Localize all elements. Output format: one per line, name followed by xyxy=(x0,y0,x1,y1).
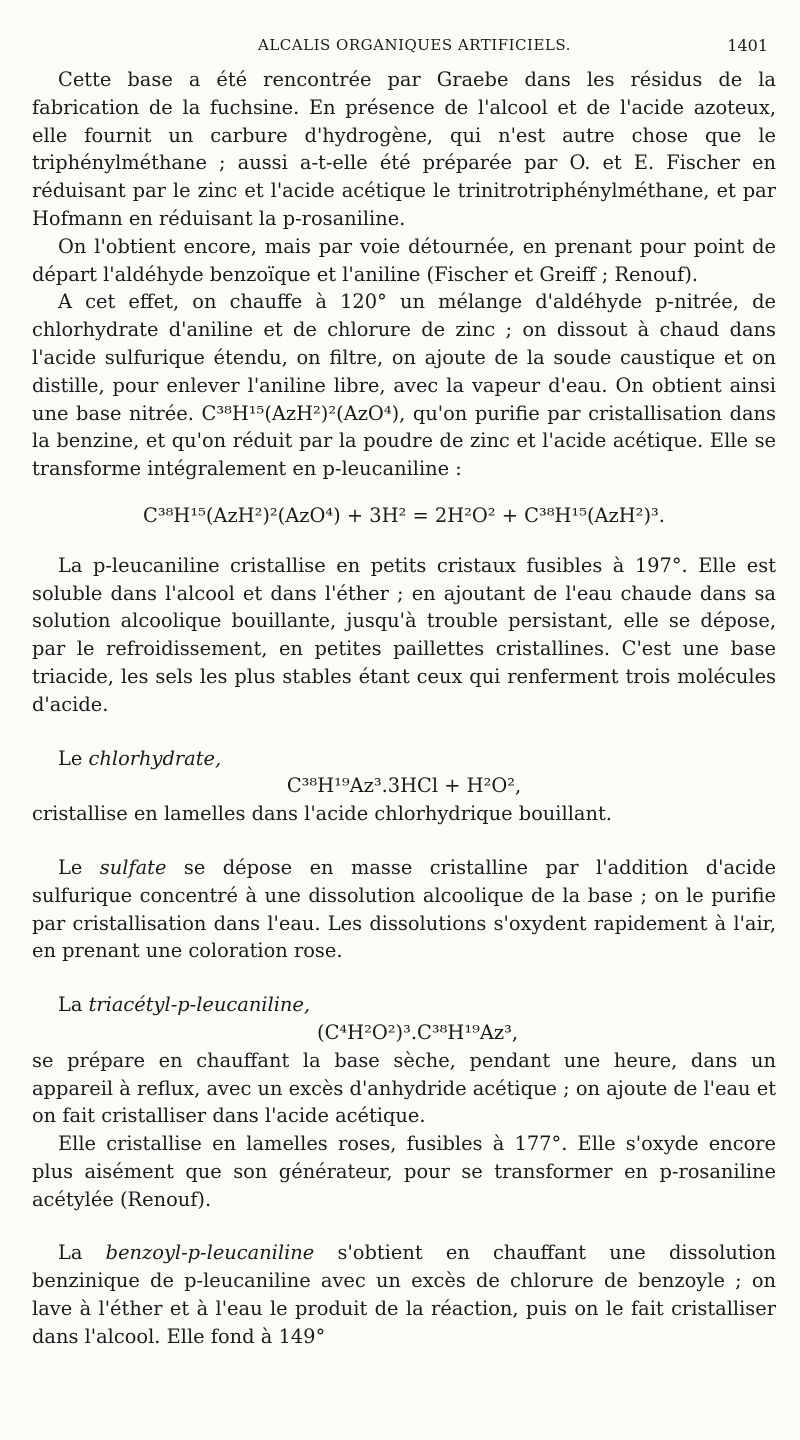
benzoyl-tail: s'obtient en chauffant une dissolution benzinique de p-leucaniline avec un excès de chlorure de benzoyle ; on lave à l'éther et à l'eau le produit de la réaction, puis on le fait cristalliser dans l'alcool. Elle fond à 149° xyxy=(32,1241,776,1348)
running-title: ALCALIS ORGANIQUES ARTIFICIELS. xyxy=(258,36,571,54)
chlorhydrate-lead: Le xyxy=(58,746,89,770)
body-text xyxy=(32,66,776,1351)
formula-triacetyl: (C⁴H²O²)³.C³⁸H¹⁹Az³, xyxy=(317,1020,519,1044)
paragraph-sulfate xyxy=(32,854,776,965)
paragraph-preparation: A cet effet, on chauffe à 120° un mélange d'aldéhyde p-nitrée, de chlorhydrate d'aniline et de chlorure de zinc ; on dissout à chaud dans l'acide sulfurique étendu, on filtre, on ajoute de la soude caustique et on distille, pour enlever l'aniline libre, avec la vapeur d'eau. On obtient ainsi une base nitrée. C³⁸H¹⁵(AzH²)²(AzO⁴), qu'on purifie par cristallisation dans la benzine, et qu'on réduit par la poudre de zinc et l'acide acétique. Elle se transforme intégralement en p-leucaniline : xyxy=(32,290,776,481)
sulfate-lead: Le xyxy=(58,855,100,879)
sulfate-term: sulfate xyxy=(99,855,167,879)
sulfate-tail: se dépose en masse cristalline par l'addition d'acide sulfurique concentré à une dissolution alcoolique de la base ; on le purifie par cristallisation dans l'eau. Les dissolutions s'oxydent rapidement à l'air, en prenant une coloration rose. xyxy=(32,855,777,963)
chlorhydrate-term: chlorhydrate, xyxy=(88,746,222,770)
paragraph-benzoyl xyxy=(32,1239,776,1350)
benzoyl-lead: La xyxy=(58,1241,106,1265)
triacetyl-lead: La xyxy=(58,993,89,1017)
page-number: 1401 xyxy=(727,36,768,55)
page-header xyxy=(0,36,800,60)
paragraph-triacetyl-lead xyxy=(32,991,776,1019)
paragraph-graebe: Cette base a été rencontrée par Graebe dans les résidus de la fabrication de la fuchsine. En présence de l'alcool et de l'acide azoteux, elle fournit un carbure d'hydrogène, qui n'est autre chose que le triphénylméthane ; aussi a-t-elle été préparée par O. et E. Fischer en réduisant par le zinc et l'acide acétique le trinitrotriphénylméthane, et par Hofmann en réduisant la p-rosaniline. xyxy=(32,68,776,230)
paragraph-triacetyl-properties: Elle cristallise en lamelles roses, fusibles à 177°. Elle s'oxyde encore plus aisément que son générateur, pour se transformer en p-rosaniline acétylée (Renouf). xyxy=(32,1132,776,1211)
formula-chlorhydrate: C³⁸H¹⁹Az³.3HCl + H²O², xyxy=(286,774,522,798)
paragraph-chlorhydrate-lead xyxy=(32,745,776,773)
paragraph-triacetyl-tail: se prépare en chauffant la base sèche, pendant une heure, dans un appareil à reflux, avec un excès d'anhydride acétique ; on ajoute de l'eau et on fait cristalliser dans l'acide acétique. xyxy=(32,1048,776,1128)
formula-reduction: C³⁸H¹⁵(AzH²)²(AzO⁴) + 3H² = 2H²O² + C³⁸H¹⁵(AzH²)³. xyxy=(143,503,665,527)
paragraph-properties: La p-leucaniline cristallise en petits cristaux fusibles à 197°. Elle est soluble dans l'alcool et dans l'éther ; en ajoutant de l'eau chaude dans sa solution alcoolique bouillante, jusqu'à trouble persistant, elle se dépose, par le refroidissement, en petites paillettes cristallines. C'est une base triacide, les sels les plus stables étant ceux qui renferment trois molécules d'acide. xyxy=(32,553,776,716)
triacetyl-term: triacétyl-p-leucaniline, xyxy=(88,993,311,1017)
paragraph-chlorhydrate-tail: cristallise en lamelles dans l'acide chlorhydrique bouillant. xyxy=(32,802,612,826)
paragraph-obtention: On l'obtient encore, mais par voie détournée, en prenant pour point de départ l'aldéhyde benzoïque et l'aniline (Fischer et Greiff ; Renouf). xyxy=(32,234,776,286)
benzoyl-term: benzoyl-p-leucaniline xyxy=(105,1241,315,1265)
